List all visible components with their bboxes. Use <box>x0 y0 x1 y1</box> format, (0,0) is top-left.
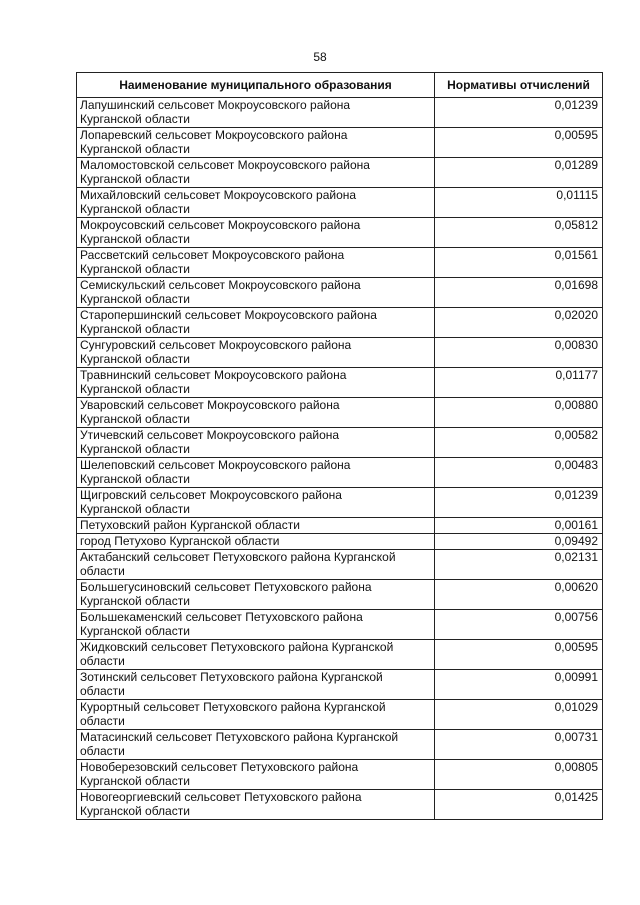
cell-municipality-name <box>77 98 435 128</box>
name-line: Курганской области <box>80 262 190 276</box>
cell-municipality-name <box>77 790 435 820</box>
name-line: Старопершинский сельсовет Мокроусовского района <box>80 308 377 322</box>
table-row <box>77 128 603 158</box>
table-row <box>77 398 603 428</box>
cell-deduction-norm: 0,01029 <box>435 700 603 730</box>
cell-municipality-name <box>77 428 435 458</box>
cell-municipality-name <box>77 278 435 308</box>
name-line: Михайловский сельсовет Мокроусовского района <box>80 188 357 202</box>
name-line: Жидковский сельсовет Петуховского района Курганской <box>80 640 394 654</box>
cell-municipality-name <box>77 368 435 398</box>
name-line: Курганской области <box>80 442 190 456</box>
name-line: Маломостовской сельсовет Мокроусовского района <box>80 158 370 172</box>
page-number: 58 <box>313 50 327 64</box>
name-line: Курганской области <box>80 292 190 306</box>
cell-deduction-norm: 0,01177 <box>435 368 603 398</box>
cell-municipality-name <box>77 670 435 700</box>
name-line: Курганской области <box>80 232 190 246</box>
cell-municipality-name <box>77 760 435 790</box>
table-row <box>77 790 603 820</box>
name-line: Зотинский сельсовет Петуховского района Курганской <box>80 670 383 684</box>
table-row <box>77 278 603 308</box>
header-name: Наименование муниципального образования <box>77 73 435 98</box>
name-line: город Петухово Курганской области <box>80 534 280 548</box>
cell-deduction-norm: 0,00582 <box>435 428 603 458</box>
cell-deduction-norm: 0,00880 <box>435 398 603 428</box>
name-line: Рассветский сельсовет Мокроусовского района <box>80 248 345 262</box>
header-value: Нормативы отчислений <box>435 73 603 98</box>
table-row <box>77 760 603 790</box>
cell-deduction-norm: 0,02020 <box>435 308 603 338</box>
cell-deduction-norm: 0,01289 <box>435 158 603 188</box>
name-line: Матасинский сельсовет Петуховского района Курганской <box>80 730 399 744</box>
name-line: области <box>80 564 125 578</box>
table-row <box>77 98 603 128</box>
name-line: области <box>80 684 125 698</box>
cell-deduction-norm: 0,00991 <box>435 670 603 700</box>
cell-deduction-norm: 0,00830 <box>435 338 603 368</box>
cell-deduction-norm: 0,00161 <box>435 518 603 534</box>
table-row <box>77 488 603 518</box>
cell-deduction-norm: 0,05812 <box>435 218 603 248</box>
table-header-row <box>77 73 603 98</box>
table-row <box>77 518 603 534</box>
cell-deduction-norm: 0,01561 <box>435 248 603 278</box>
table-row <box>77 368 603 398</box>
name-line: Курганской области <box>80 172 190 186</box>
name-line: Курганской области <box>80 624 190 638</box>
table-row <box>77 338 603 368</box>
cell-deduction-norm: 0,00620 <box>435 580 603 610</box>
name-line: Курганской области <box>80 804 190 818</box>
name-line: Шелеповский сельсовет Мокроусовского района <box>80 458 351 472</box>
name-line: Сунгуровский сельсовет Мокроусовского района <box>80 338 352 352</box>
cell-deduction-norm: 0,01239 <box>435 98 603 128</box>
cell-municipality-name <box>77 580 435 610</box>
table-row <box>77 248 603 278</box>
cell-deduction-norm: 0,00731 <box>435 730 603 760</box>
name-line: Курганской области <box>80 412 190 426</box>
table-row <box>77 670 603 700</box>
name-line: области <box>80 654 125 668</box>
name-line: Уваровский сельсовет Мокроусовского района <box>80 398 340 412</box>
cell-municipality-name <box>77 398 435 428</box>
cell-municipality-name <box>77 158 435 188</box>
name-line: Петуховский район Курганской области <box>80 518 300 532</box>
cell-municipality-name <box>77 218 435 248</box>
cell-deduction-norm: 0,00595 <box>435 640 603 670</box>
name-line: Курганской области <box>80 502 190 516</box>
cell-municipality-name <box>77 248 435 278</box>
cell-deduction-norm: 0,02131 <box>435 550 603 580</box>
table-row <box>77 610 603 640</box>
name-line: Курортный сельсовет Петуховского района Курганской <box>80 700 386 714</box>
name-line: Новогеоргиевский сельсовет Петуховского района <box>80 790 362 804</box>
name-line: области <box>80 744 125 758</box>
cell-deduction-norm: 0,09492 <box>435 534 603 550</box>
cell-deduction-norm: 0,00805 <box>435 760 603 790</box>
cell-municipality-name <box>77 640 435 670</box>
table-row <box>77 158 603 188</box>
cell-municipality-name <box>77 550 435 580</box>
name-line: Курганской области <box>80 472 190 486</box>
name-line: Курганской области <box>80 594 190 608</box>
table-row <box>77 534 603 550</box>
table-row <box>77 550 603 580</box>
cell-municipality-name <box>77 730 435 760</box>
cell-municipality-name <box>77 700 435 730</box>
cell-deduction-norm: 0,00756 <box>435 610 603 640</box>
cell-municipality-name <box>77 458 435 488</box>
cell-deduction-norm: 0,01115 <box>435 188 603 218</box>
cell-municipality-name <box>77 188 435 218</box>
cell-deduction-norm: 0,01239 <box>435 488 603 518</box>
table-row <box>77 580 603 610</box>
cell-municipality-name <box>77 308 435 338</box>
cell-municipality-name <box>77 488 435 518</box>
table-body <box>77 98 603 820</box>
cell-deduction-norm: 0,01425 <box>435 790 603 820</box>
name-line: Курганской области <box>80 352 190 366</box>
name-line: Курганской области <box>80 774 190 788</box>
norms-table <box>76 72 603 820</box>
table-row <box>77 428 603 458</box>
name-line: Большегусиновский сельсовет Петуховского района <box>80 580 372 594</box>
name-line: Курганской области <box>80 202 190 216</box>
cell-municipality-name <box>77 338 435 368</box>
name-line: Лапушинский сельсовет Мокроусовского района <box>80 98 351 112</box>
name-line: Курганской области <box>80 322 190 336</box>
cell-municipality-name <box>77 534 435 550</box>
table-row <box>77 458 603 488</box>
table-row <box>77 218 603 248</box>
name-line: Мокроусовский сельсовет Мокроусовского района <box>80 218 361 232</box>
name-line: Новоберезовский сельсовет Петуховского района <box>80 760 359 774</box>
name-line: Большекаменский сельсовет Петуховского района <box>80 610 363 624</box>
table-row <box>77 700 603 730</box>
name-line: Курганской области <box>80 382 190 396</box>
name-line: Семискульский сельсовет Мокроусовского района <box>80 278 361 292</box>
name-line: Утичевский сельсовет Мокроусовского района <box>80 428 340 442</box>
name-line: Щигровский сельсовет Мокроусовского района <box>80 488 342 502</box>
table-row <box>77 188 603 218</box>
cell-municipality-name <box>77 518 435 534</box>
name-line: Лопаревский сельсовет Мокроусовского района <box>80 128 348 142</box>
name-line: Курганской области <box>80 112 190 126</box>
name-line: Курганской области <box>80 142 190 156</box>
table-row <box>77 640 603 670</box>
cell-municipality-name <box>77 128 435 158</box>
cell-deduction-norm: 0,00483 <box>435 458 603 488</box>
table-row <box>77 730 603 760</box>
cell-deduction-norm: 0,01698 <box>435 278 603 308</box>
cell-deduction-norm: 0,00595 <box>435 128 603 158</box>
cell-municipality-name <box>77 610 435 640</box>
name-line: области <box>80 714 125 728</box>
name-line: Актабанский сельсовет Петуховского района Курганской <box>80 550 396 564</box>
name-line: Травнинский сельсовет Мокроусовского района <box>80 368 347 382</box>
table-row <box>77 308 603 338</box>
